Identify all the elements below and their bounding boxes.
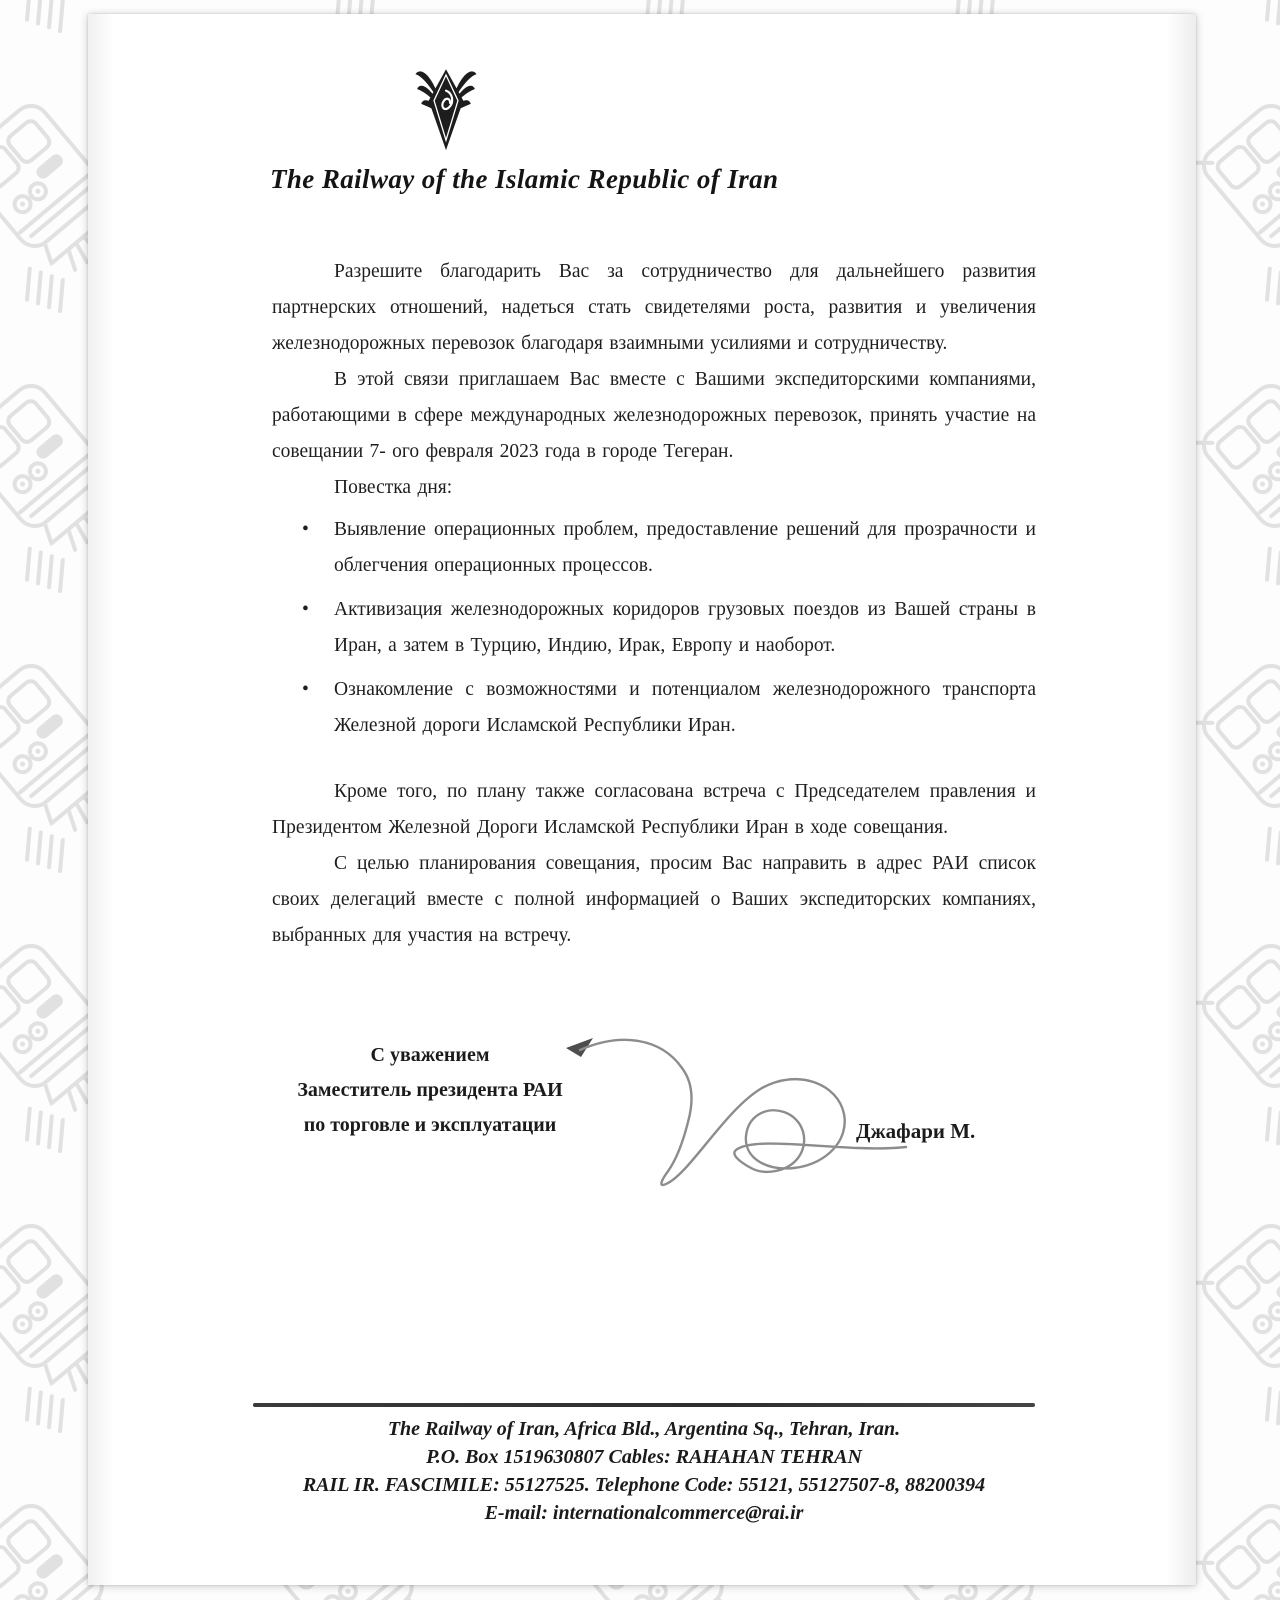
bullet-icon: • [302, 519, 309, 540]
letter-page [88, 14, 1196, 1585]
footer-pobox: P.O. Box 1519630807 Cables: RAHAHAN TEHRAN [426, 1446, 862, 1468]
agenda-item-2 [272, 592, 1036, 664]
paragraph-2: В этой связи приглашаем Вас вместе с Вашими экспедиторскими компаниями, работающими в сфере международных железнодорожных перевозок, принять участие на совещании 7- ого февраля 2023 года в городе Тегеран. [272, 369, 1036, 462]
letter-body [272, 254, 1036, 954]
signature-regards: С уважением [370, 1044, 490, 1066]
bullet-icon: • [302, 679, 309, 700]
signature-title-line1: Заместитель президента РАИ [297, 1079, 563, 1101]
footer-phone: RAIL IR. FASCIMILE: 55127525. Telephone Code: 55121, 55127507-8, 88200394 [302, 1474, 986, 1496]
footer-divider [253, 1403, 1035, 1407]
agenda-label: Повестка дня: [334, 477, 453, 498]
signature-scribble [566, 1026, 966, 1201]
paragraph-1: Разрешите благодарить Вас за сотрудничество для дальнейшего развития партнерских отношений, надеться стать свидетелями роста, развития и увеличения железнодорожных перевозок благодаря взаимными усилиями и сотрудничеству. [272, 261, 1036, 354]
signature-title-line2: по торговле и эксплуатации [303, 1114, 557, 1136]
footer-address: The Railway of Iran, Africa Bld., Argentina Sq., Tehran, Iran. [387, 1418, 901, 1440]
letter-footer [238, 1415, 1050, 1527]
signer-name: Джафари М. [856, 1119, 976, 1143]
agenda-item-text: Выявление операционных проблем, предоставление решений для прозрачности и облегчения операционных процессов. [334, 519, 1036, 576]
closing-paragraph-2: С целью планирования совещания, просим Вас направить в адрес РАИ список своих делегаций вместе с полной информацией о Ваших экспедиторских компаниях, выбранных для участия на встречу. [272, 853, 1036, 946]
rai-winged-emblem-icon [413, 60, 479, 156]
agenda-list [272, 512, 1036, 744]
closing-paragraph-1: Кроме того, по плану также согласована встреча с Председателем правления и Президентом Железной Дороги Исламской Республики Иран в ходе совещания. [272, 781, 1036, 838]
bullet-icon: • [302, 599, 309, 620]
agenda-item-1 [272, 512, 1036, 584]
agenda-item-3 [272, 672, 1036, 744]
signature-block [288, 1038, 572, 1143]
agenda-item-text: Ознакомление с возможностями и потенциалом железнодорожного транспорта Железной дороги Исламской Республики Иран. [334, 679, 1036, 736]
footer-email: E-mail: internationalcommerce@rai.ir [484, 1502, 804, 1524]
agenda-item-text: Активизация железнодорожных коридоров грузовых поездов из Вашей страны в Иран, а затем в Турцию, Индию, Ирак, Европу и наоборот. [334, 599, 1036, 656]
letterhead-title: The Railway of the Islamic Republic of Iran [270, 164, 779, 194]
